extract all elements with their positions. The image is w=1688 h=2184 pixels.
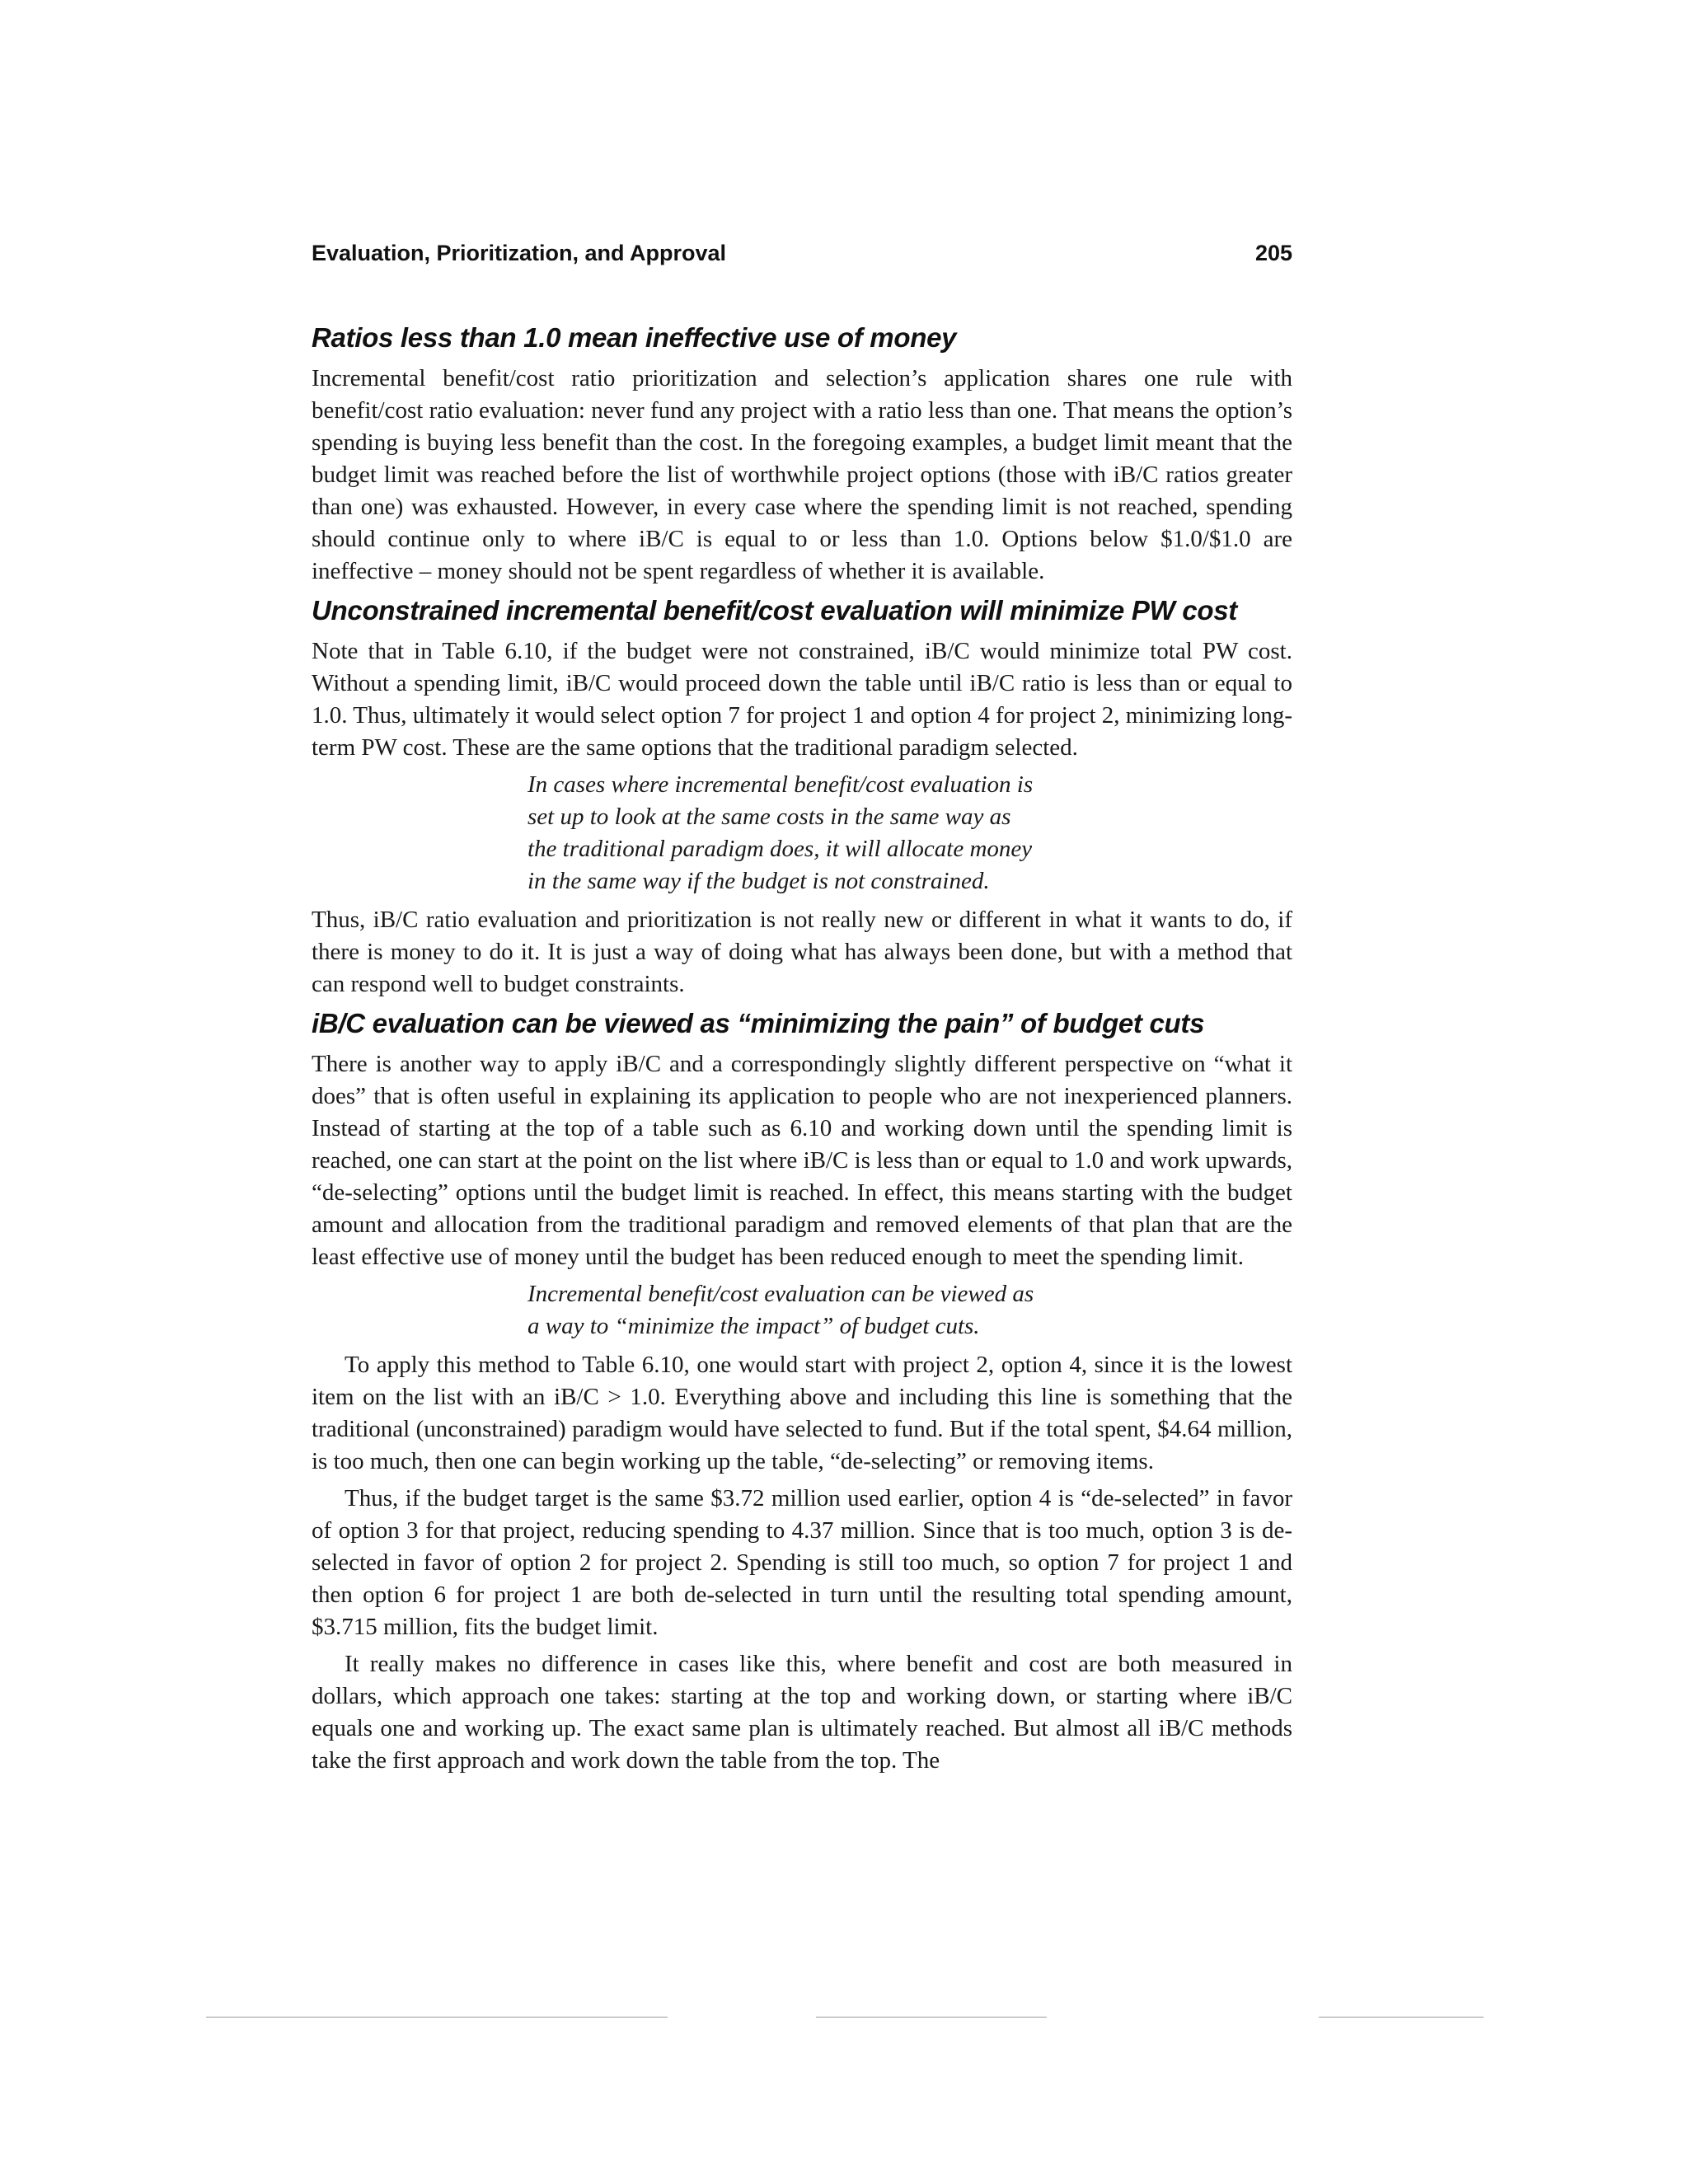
scan-artifact-line bbox=[206, 2017, 668, 2018]
paragraph: Incremental benefit/cost ratio prioritization and selection’s application shares one rule with benefit/cost ratio evaluation: never fund any project with a ratio less than one. That means the option’s spending is buying less benefit than the cost. In the foregoing examples, a budget limit meant that the budget limit was reached before the list of worthwhile project options (those with iB/C ratios greater than one) was exhausted. However, in every case where the spending limit is not reached, spending should continue only to where iB/C is equal to or less than 1.0. Options below $1.0/$1.0 are ineffective – money should not be spent regardless of whether it is available. bbox=[312, 365, 1292, 584]
paragraph: To apply this method to Table 6.10, one would start with project 2, option 4, since it is the lowest item on the list with an iB/C > 1.0. Everything above and including this line is something that the traditional (unconstrained) paradigm would have selected to fund. But if the total spent, $4.64 million, is too much, then one can begin working up the table, “de-selecting” or removing items. bbox=[312, 1352, 1292, 1474]
pull-quote bbox=[528, 1278, 1121, 1343]
running-head-title: Evaluation, Prioritization, and Approval bbox=[312, 241, 727, 265]
pull-quote-line: in the same way if the budget is not constrained. bbox=[528, 868, 990, 894]
paragraph: There is another way to apply iB/C and a correspondingly slightly different perspective on “what it does” that is often useful in explaining its application to people who are not inexperienced planners. Instead of starting at the top of a table such as 6.10 and working down until the spending limit is reached, one can start at the point on the list where iB/C is less than or equal to 1.0 and work upwards, “de-selecting” options until the budget limit is reached. In effect, this means starting with the budget amount and allocation from the traditional paradigm and removed elements of that plan that are the least effective use of money until the budget has been reduced enough to meet the spending limit. bbox=[312, 1051, 1292, 1270]
body-text bbox=[312, 321, 1292, 1777]
section-heading-minimizing-pain: iB/C evaluation can be viewed as “minimizing the pain” of budget cuts bbox=[312, 1008, 1205, 1038]
page-number: 205 bbox=[1254, 241, 1292, 265]
paragraph: Thus, if the budget target is the same $3.72 million used earlier, option 4 is “de-selected” in favor of option 3 for that project, reducing spending to 4.37 million. Since that is too much, option 3 is de-selected in favor of option 2 for project 2. Spending is still too much, so option 7 for project 1 and then option 6 for project 1 are both de-selected in turn until the resulting total spending amount, $3.715 million, fits the budget limit. bbox=[312, 1485, 1292, 1640]
pull-quote-line: set up to look at the same costs in the same way as bbox=[528, 804, 1011, 830]
pull-quote-line: Incremental benefit/cost evaluation can be viewed as bbox=[528, 1281, 1034, 1307]
paragraph: It really makes no difference in cases like this, where benefit and cost are both measured in dollars, which approach one takes: starting at the top and working down, or starting where iB/C equals one and working up. The exact same plan is ultimately reached. But almost all iB/C methods take the first approach and work down the table from the top. The bbox=[312, 1651, 1292, 1774]
pull-quote-line: a way to “minimize the impact” of budget cuts. bbox=[528, 1313, 980, 1339]
pull-quote-line: the traditional paradigm does, it will allocate money bbox=[528, 836, 1033, 862]
section-heading-ratios: Ratios less than 1.0 mean ineffective use of money bbox=[312, 322, 957, 353]
paragraph: Thus, iB/C ratio evaluation and prioritization is not really new or different in what it wants to do, if there is money to do it. It is just a way of doing what has always been done, but with a method that can respond well to budget constraints. bbox=[312, 907, 1292, 997]
scan-artifact-line bbox=[1319, 2017, 1484, 2018]
scan-artifact-line bbox=[816, 2017, 1047, 2018]
pull-quote-line: In cases where incremental benefit/cost evaluation is bbox=[528, 771, 1034, 798]
section-heading-unconstrained: Unconstrained incremental benefit/cost evaluation will minimize PW cost bbox=[312, 595, 1237, 626]
pull-quote bbox=[528, 769, 1121, 898]
paragraph: Note that in Table 6.10, if the budget were not constrained, iB/C would minimize total PW cost. Without a spending limit, iB/C would proceed down the table until iB/C ratio is less than or equal to 1.0. Thus, ultimately it would select option 7 for project 1 and option 4 for project 2, minimizing long-term PW cost. These are the same options that the traditional paradigm selected. bbox=[312, 638, 1292, 761]
running-head bbox=[312, 241, 1292, 266]
